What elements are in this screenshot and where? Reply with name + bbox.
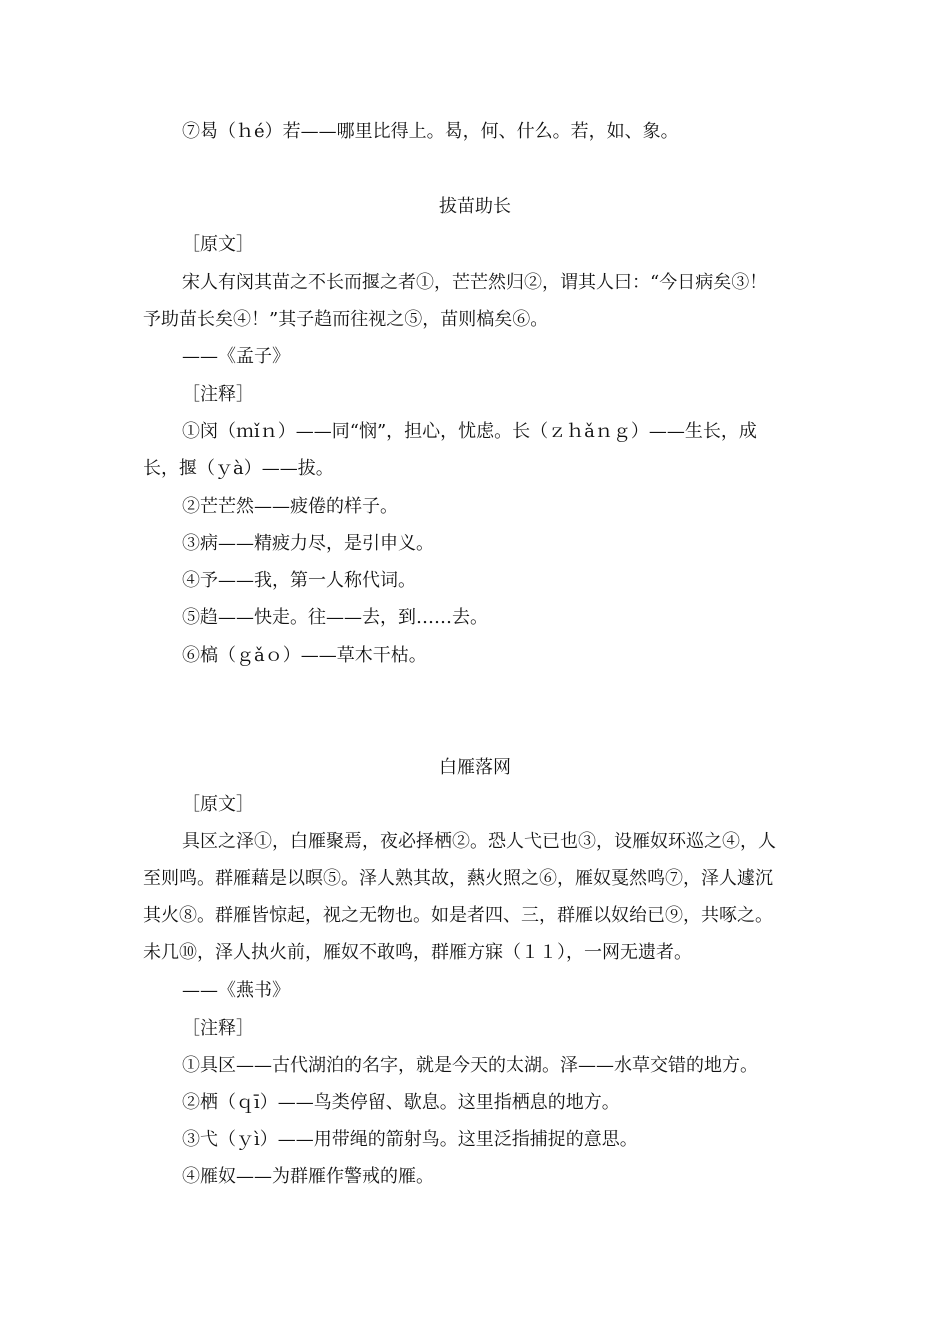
story2-note: ③弋（ｙì）——用带绳的箭射鸟。这里泛指捕捉的意思。	[182, 1129, 638, 1150]
story1-source: ——《孟子》	[182, 346, 290, 367]
story2-note: ④雁奴——为群雁作警戒的雁。	[182, 1166, 434, 1187]
story2-notes-heading: ［注释］	[182, 1018, 254, 1039]
story1-original-heading: ［原文］	[182, 234, 254, 255]
story1-note: 长，揠（ｙà）——拔。	[143, 458, 334, 479]
story2-text-line: 至则鸣。群雁藉是以暝⑤。泽人熟其故，爇火照之⑥，雁奴戛然鸣⑦，泽人遽沉	[143, 868, 773, 889]
story2-text-line: 其火⑧。群雁皆惊起，视之无物也。如是者四、三，群雁以奴绐已⑨，共啄之。	[143, 905, 773, 926]
story1-note: ⑥槁（ｇǎｏ）——草木干枯。	[182, 645, 427, 666]
story2-original-heading: ［原文］	[182, 794, 254, 815]
story1-text-line: 宋人有闵其苗之不长而揠之者①，芒芒然归②，谓其人曰：“今日病矣③！	[182, 272, 768, 293]
story1-note: ②芒芒然——疲倦的样子。	[182, 496, 398, 517]
story1-notes-heading: ［注释］	[182, 384, 254, 405]
story2-note: ②栖（ｑī）——鸟类停留、歇息。这里指栖息的地方。	[182, 1092, 620, 1113]
story1-note: ④予——我，第一人称代词。	[182, 570, 416, 591]
story1-note: ③病——精疲力尽，是引申义。	[182, 533, 434, 554]
top-note: ⑦曷（ｈé）若——哪里比得上。曷，何、什么。若，如、象。	[182, 121, 679, 142]
story2-text-line: 未几⑩，泽人执火前，雁奴不敢鸣，群雁方寐（１１），一网无遗者。	[143, 942, 692, 963]
story1-text-line: 予助苗长矣④！”其子趋而往视之⑤，苗则槁矣⑥。	[143, 309, 549, 330]
story1-note: ⑤趋——快走。往——去，到……去。	[182, 607, 488, 628]
story2-title: 白雁落网	[439, 757, 511, 778]
story2-note: ①具区——古代湖泊的名字，就是今天的太湖。泽——水草交错的地方。	[182, 1055, 758, 1076]
story2-source: ——《燕书》	[182, 980, 290, 1001]
story2-text-line: 具区之泽①，白雁聚焉，夜必择栖②。恐人弋已也③，设雁奴环巡之④，人	[182, 831, 776, 852]
story1-title: 拔苗助长	[439, 196, 511, 217]
story1-note: ①闵（ｍǐｎ）——同“悯”，担心，忧虑。长（ｚｈǎｎｇ）——生长，成	[182, 421, 757, 442]
